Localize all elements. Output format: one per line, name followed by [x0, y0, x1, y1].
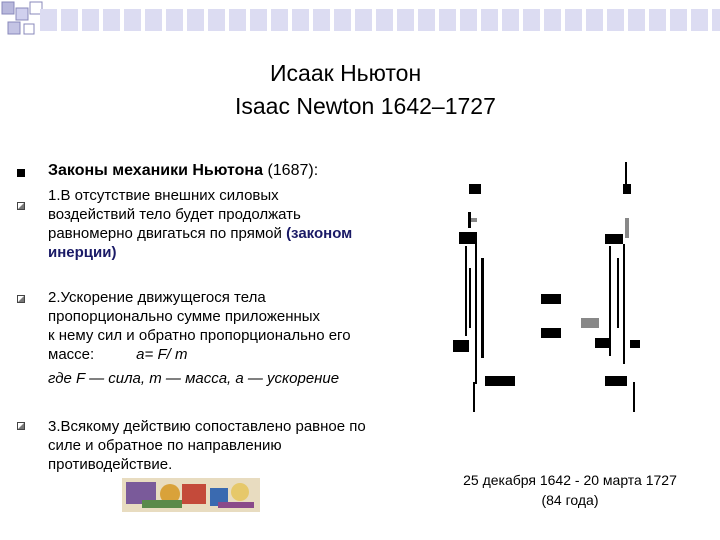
portrait-caption — [440, 470, 700, 510]
title-russian: Исаак Ньютон — [270, 60, 422, 86]
checkbox-bullet-icon — [17, 422, 25, 430]
law-2 — [48, 288, 351, 388]
checkbox-bullet-icon — [17, 202, 25, 210]
square-bullet-icon — [17, 169, 25, 177]
law-2-note: где F — сила, m — масса, a — ускорение — [48, 370, 340, 387]
laws-heading — [48, 162, 318, 180]
portrait-age: (84 года) — [541, 492, 599, 508]
portrait-dates: 25 декабря 1642 - 20 марта 1727 — [463, 472, 677, 488]
law-1-line — [48, 224, 352, 243]
heading-year: (1687): — [267, 162, 319, 179]
law-3-line: противодействие. — [48, 456, 173, 473]
decorative-painting — [122, 478, 260, 512]
law-1 — [48, 186, 352, 262]
heading-label: Законы механики Ньютона — [48, 162, 263, 179]
law-2-line — [48, 345, 351, 364]
law-2-mass-label: массе: — [48, 346, 95, 363]
law-2-line: пропорционально сумме приложенных — [48, 308, 321, 325]
slide-title — [0, 58, 720, 128]
law-3 — [48, 417, 366, 474]
law-1-line: 1.В отсутствие внешних силовых — [48, 187, 279, 204]
law-1-line-text: равномерно двигаться по прямой — [48, 225, 287, 242]
law-3-line: 3.Всякому действию сопоставлено равное по — [48, 418, 366, 435]
law-2-formula: a= F/ m — [136, 346, 188, 363]
title-english: Isaac Newton 1642–1727 — [235, 93, 496, 119]
law-1-line: воздействий тело будет продолжать — [48, 206, 301, 223]
law-2-line: к нему сил и обратно пропорционально его — [48, 327, 351, 344]
newton-portrait-image — [445, 158, 645, 438]
law-1-highlight: (законом — [286, 225, 353, 242]
law-1-highlight: инерции) — [48, 244, 117, 261]
law-2-line: 2.Ускорение движущегося тела — [48, 289, 266, 306]
law-3-line: силе и обратное по направлению — [48, 437, 282, 454]
checkbox-bullet-icon — [17, 295, 25, 303]
decorative-top-band — [40, 9, 720, 31]
